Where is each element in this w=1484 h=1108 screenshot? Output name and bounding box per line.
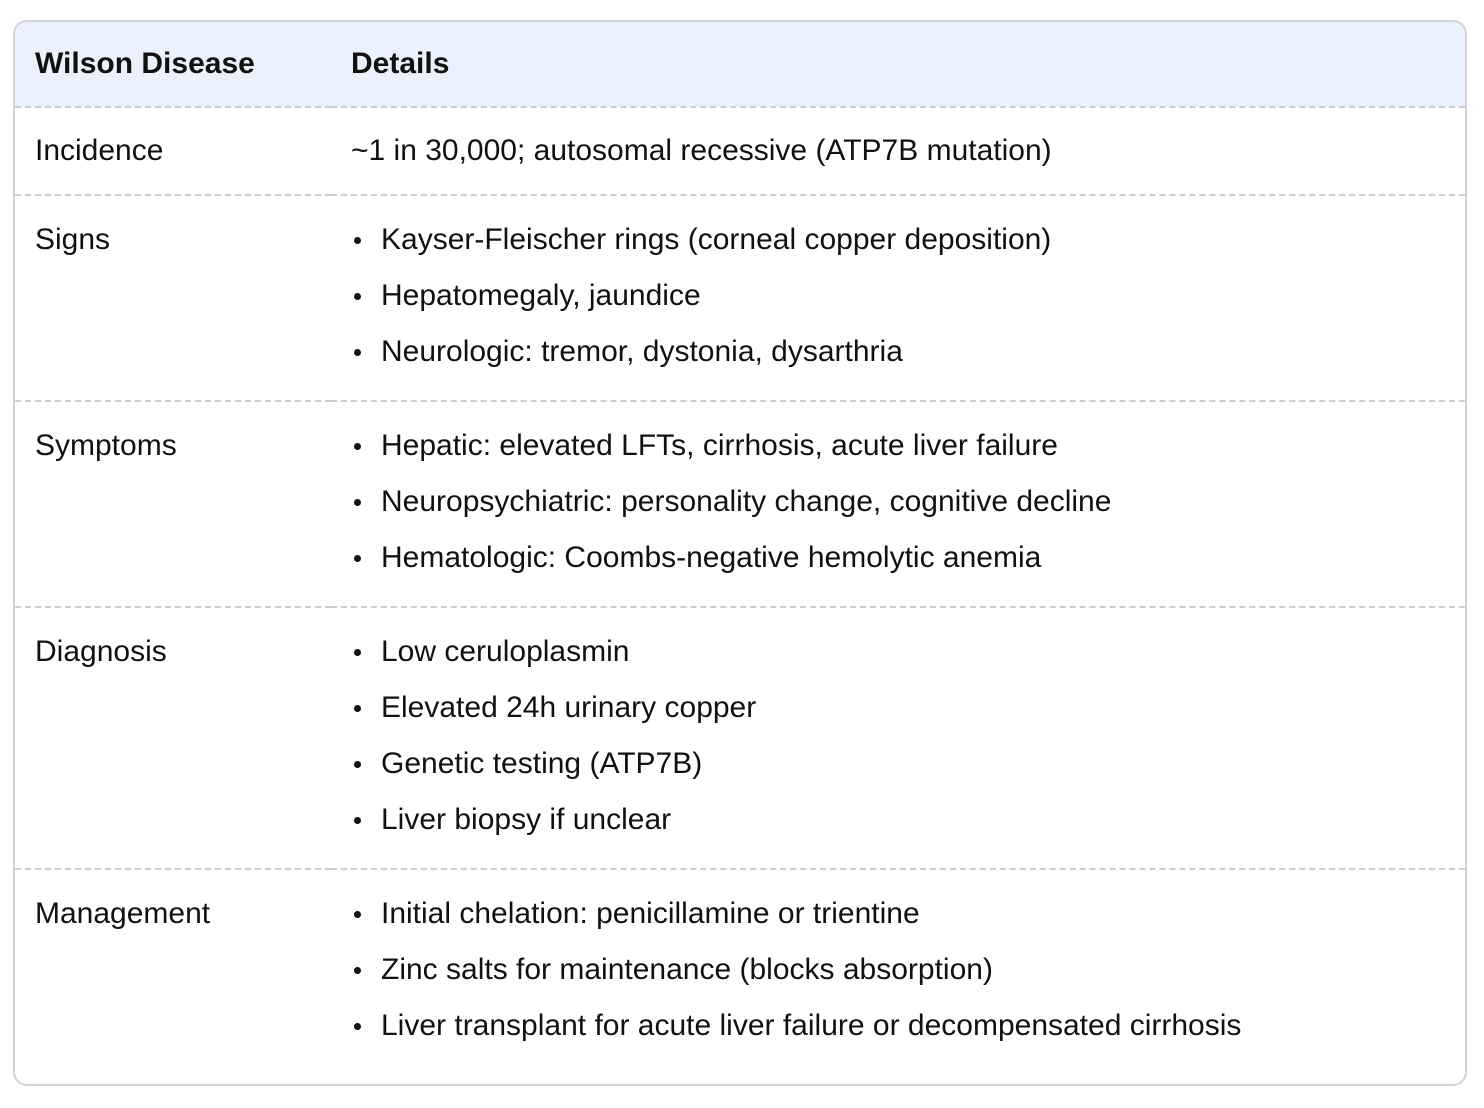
table-row-incidence (15, 107, 1465, 195)
list-item: Hepatomegaly, jaundice (351, 268, 1445, 324)
list-item: Elevated 24h urinary copper (351, 680, 1445, 736)
row-label: Symptoms (15, 401, 331, 607)
table-header-row (15, 22, 1465, 107)
row-label: Signs (15, 195, 331, 401)
wilson-disease-table (15, 22, 1465, 1074)
row-label: Management (15, 869, 331, 1074)
symptoms-list (351, 418, 1445, 586)
diagnosis-list (351, 624, 1445, 848)
list-item: Kayser-Fleischer rings (corneal copper deposition) (351, 212, 1445, 268)
list-item: Zinc salts for maintenance (blocks absorption) (351, 942, 1445, 998)
list-item: Liver transplant for acute liver failure or decompensated cirrhosis (351, 998, 1445, 1054)
row-details (331, 607, 1465, 869)
row-label: Diagnosis (15, 607, 331, 869)
signs-list (351, 212, 1445, 380)
list-item: Low ceruloplasmin (351, 624, 1445, 680)
table-row-diagnosis (15, 607, 1465, 869)
list-item: Neurologic: tremor, dystonia, dysarthria (351, 324, 1445, 380)
table-row-symptoms (15, 401, 1465, 607)
wilson-disease-table-card (13, 20, 1467, 1086)
row-details (331, 401, 1465, 607)
row-details (331, 869, 1465, 1074)
row-label: Incidence (35, 134, 164, 167)
header-details: Details (331, 22, 1465, 107)
row-detail-text: ~1 in 30,000; autosomal recessive (ATP7B mutation) (351, 134, 1052, 167)
list-item: Neuropsychiatric: personality change, cognitive decline (351, 474, 1445, 530)
list-item: Hematologic: Coombs-negative hemolytic anemia (351, 530, 1445, 586)
list-item: Genetic testing (ATP7B) (351, 736, 1445, 792)
row-details (331, 195, 1465, 401)
list-item: Hepatic: elevated LFTs, cirrhosis, acute liver failure (351, 418, 1445, 474)
table-row-signs (15, 195, 1465, 401)
management-list (351, 886, 1445, 1054)
list-item: Initial chelation: penicillamine or trientine (351, 886, 1445, 942)
list-item: Liver biopsy if unclear (351, 792, 1445, 848)
header-wilson-disease: Wilson Disease (15, 22, 331, 107)
table-row-management (15, 869, 1465, 1074)
